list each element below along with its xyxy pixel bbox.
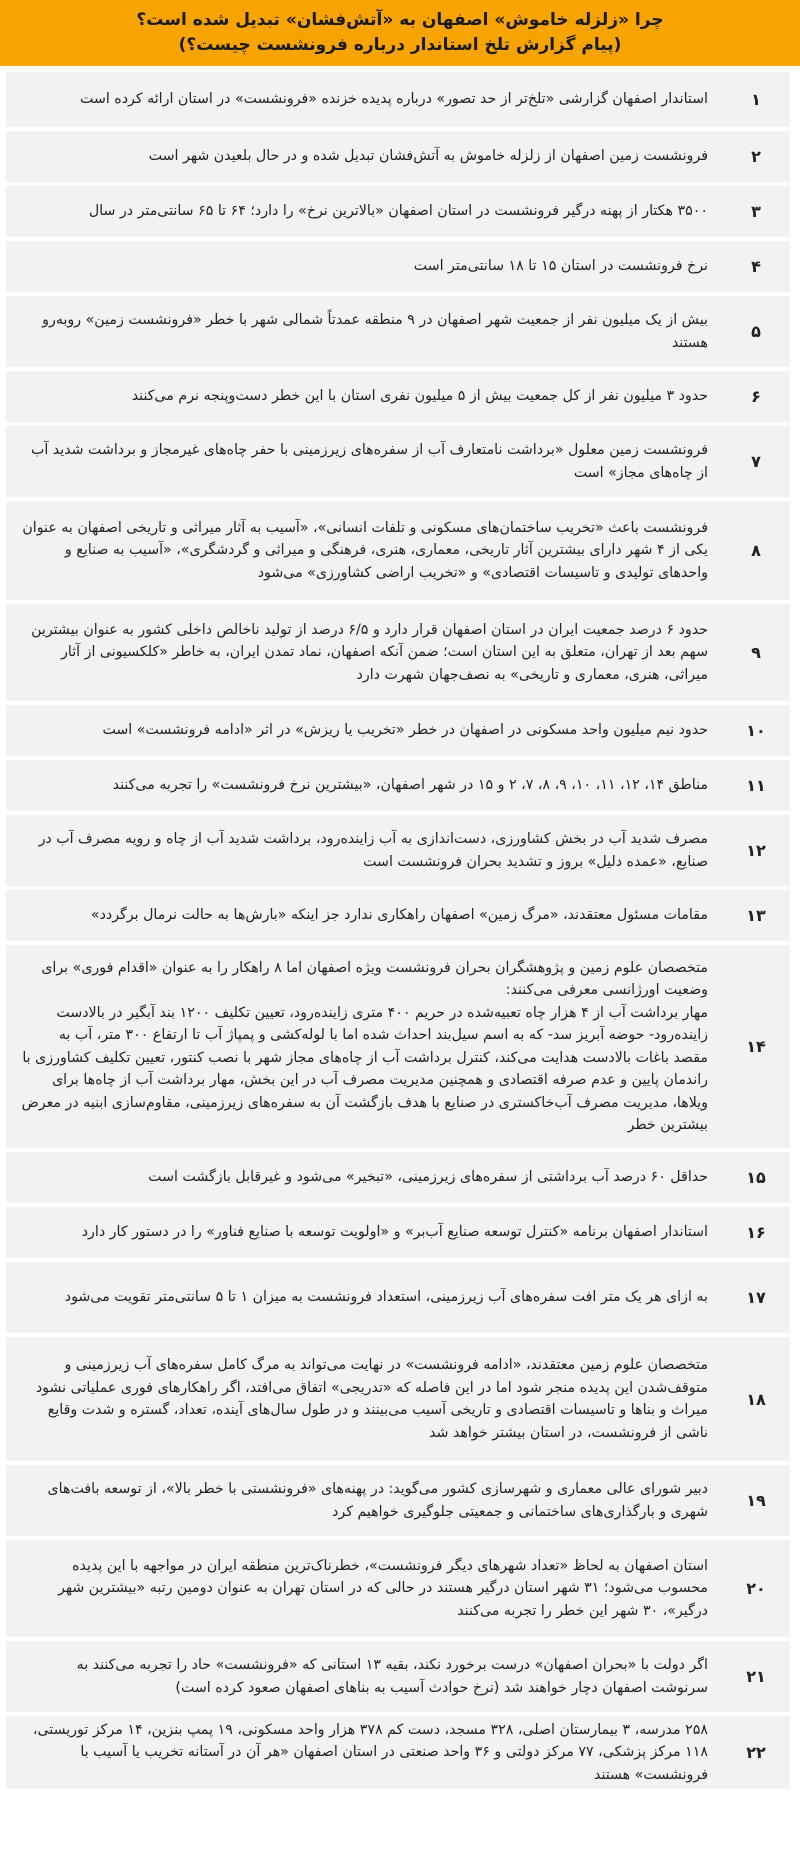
page-title: چرا «زلزله خاموش» اصفهان به «آتش‌فشان» تبدیل شده است؟ (136, 10, 664, 30)
row-number: ۱۷ (722, 1262, 790, 1333)
row-text (6, 1465, 722, 1536)
row-number: ۷ (722, 426, 790, 497)
row-paragraph: دبیر شورای عالی معماری و شهرسازی کشور می‌گوید: در پهنه‌های «فرونشستی با خطر بالا»، از توسعه بافت‌های شهری و بارگذاری‌های ساختمانی و جمعیتی جلوگیری خواهیم کرد (47, 1481, 708, 1520)
row-paragraph: استان اصفهان به لحاظ «تعداد شهرهای دیگر فرونشست»، خطرناک‌ترین منطقه ایران در مواجهه با این پدیده محسوب می‌شود؛ ۳۱ شهر استان درگیر هستند در حالی که در استان تهران به عنوان دومین رتبه «بیشترین شهر درگیر»، ۳۰ شهر این خطر را تجربه می‌کنند (58, 1557, 708, 1619)
row-text (6, 1207, 722, 1258)
row-number: ۲۰ (722, 1540, 790, 1637)
row-number: ۸ (722, 501, 790, 600)
row-paragraph: به ازای هر یک متر افت سفره‌های آب زیرزمینی، استعداد فرونشست به میزان ۱ تا ۵ سانتی‌متر تقویت می‌شود (64, 1289, 708, 1306)
row-text (6, 296, 722, 367)
table-row (6, 501, 794, 600)
row-text (6, 186, 722, 237)
table-row (6, 1262, 794, 1333)
row-text (6, 131, 722, 182)
row-text (6, 241, 722, 292)
table-row (6, 1540, 794, 1637)
row-text (6, 604, 722, 701)
row-number: ۶ (722, 371, 790, 422)
row-number: ۱۳ (722, 890, 790, 941)
table-row (6, 604, 794, 701)
table-row (6, 241, 794, 292)
row-number: ۱۹ (722, 1465, 790, 1536)
row-paragraph: حدود ۶ درصد جمعیت ایران در استان اصفهان قرار دارد و ۶/۵ درصد از تولید ناخالص داخلی کشور به عنوان بیشترین سهم بعد از تهران، متعلق به این استان است؛ ضمن آنکه اصفهان، نماد تمدن ایران، به خاطر «کلکسیونی از آثار میراثی، هنری، معماری و تاریخی» به نصف‌جهان شهرت دارد (31, 621, 708, 683)
row-text (6, 371, 722, 422)
row-text (6, 815, 722, 886)
row-paragraph: مهار برداشت آب از ۴ هزار چاه تعبیه‌شده در حریم ۴۰۰ متری زاینده‌رود، تعیین تکلیف ۱۲۰۰ بند آبگیر در بالادست زاینده‌رود- حوضه آبریز سد- که به اسم سیل‌بند احداث شده اما با لوله‌کشی و پمپاژ آب تا ارتفاع ۳۰۰ متر، آب به مقصد باغات بالادست هدایت می‌کند، کنترل برداشت آب از چاه‌های مجاز شهر با نصب کنتور، تعیین تکلیف کشاورزی با راندمان پایین و عدم صرفه اقتصادی و همچنین مدیریت مصرف آب در این بخش، مهار برداشت آب از چاه‌ها برای ویلاها، مدیریت مصرف آب‌خاکستری در صنایع با هدف بازگشت آن به سفره‌های زیرزمینی، مقاوم‌سازی ابنیه در معرض بیشترین خطر (21, 1004, 708, 1133)
row-paragraph: مصرف شدید آب در بخش کشاورزی، دست‌اندازی به آب زاینده‌رود، برداشت شدید آب از چاه و رویه مصرف آب در صنایع، «عمده دلیل» بروز و تشدید بحران فرونشست است (38, 831, 708, 870)
row-paragraph: متخصصان علوم زمین معتقدند، «ادامه فرونشست» در نهایت می‌تواند به مرگ کامل سفره‌های آب زیرزمینی و متوقف‌شدن این پدیده منجر شود اما در این فاصله که «تدریجی» اتفاق می‌افتد، اگر راهکارهای فوری عملیاتی نشود میراث و بناها و تاسیسات اقتصادی و تاریخی آسیب می‌بینند و در طول سال‌های آینده، تعداد، گستره و شدت وقایع ناشی از فرونشست، در استان بیشتر خواهد شد (35, 1357, 708, 1441)
table-row (6, 890, 794, 941)
row-paragraph: متخصصان علوم زمین و پژوهشگران بحران فرونشست ویژه اصفهان اما ۸ راهکار را به عنوان «اقدام فوری» برای وضعیت اورژانسی معرفی می‌کنند: (41, 959, 708, 998)
row-number: ۱۱ (722, 760, 790, 811)
table-row (6, 426, 794, 497)
table-row (6, 1207, 794, 1258)
row-paragraph: اگر دولت با «بحران اصفهان» درست برخورد نکند، بقیه ۱۳ استانی که «فرونشست» حاد را تجربه می‌کنند به سرنوشت اصفهان دچار خواهند شد (نرخ حوادث آسیب به بناهای اصفهان صعود کرده است) (76, 1657, 708, 1696)
row-text (6, 1641, 722, 1712)
row-paragraph: مناطق ۱۴، ۱۲، ۱۱، ۱۰، ۹، ۸، ۷، ۲ و ۱۵ در شهر اصفهان، «بیشترین نرخ فرونشست» را تجربه می‌کنند (112, 777, 708, 794)
table-row (6, 1641, 794, 1712)
table-row (6, 705, 794, 756)
row-text (6, 1337, 722, 1461)
row-paragraph: فرونشست زمین معلول «برداشت نامتعارف آب از سفره‌های زیرزمینی با حفر چاه‌های غیرمجاز و برداشت شدید آب از چاه‌های مجاز» است (30, 442, 708, 481)
row-text (6, 1540, 722, 1637)
row-number: ۲۲ (722, 1716, 790, 1789)
table-row (6, 1716, 794, 1789)
row-number: ۱۴ (722, 945, 790, 1148)
table-row (6, 1465, 794, 1536)
table-row (6, 186, 794, 237)
row-paragraph: حداقل ۶۰ درصد آب برداشتی از سفره‌های زیرزمینی، «تبخیر» می‌شود و غیرقابل بازگشت است (148, 1169, 708, 1186)
row-number: ۳ (722, 186, 790, 237)
row-paragraph: فرونشست زمین اصفهان از زلزله خاموش به آتش‌فشان تبدیل شده و در حال بلعیدن شهر است (148, 148, 708, 165)
row-text (6, 890, 722, 941)
table-row (6, 760, 794, 811)
row-paragraph: بیش از یک میلیون نفر از جمعیت شهر اصفهان در ۹ منطقه عمدتاً شمالی شهر با خطر «فرونشست زمین» روبه‌رو هستند (42, 312, 708, 351)
table-row (6, 945, 794, 1148)
row-paragraph: ۲۵۸ مدرسه، ۳ بیمارستان اصلی، ۳۲۸ مسجد، دست کم ۳۷۸ هزار واحد مسکونی، ۱۹ پمپ بنزین، ۱۴ مرکز توریستی، ۱۱۸ مرکز پزشکی، ۷۷ مرکز دولتی و ۳۶ واحد صنعتی در استان اصفهان «هر آن در آستانه تخریب یا آسیب با فرونشست» هستند (32, 1721, 708, 1783)
table-row (6, 72, 794, 127)
row-text (6, 1152, 722, 1203)
row-number: ۱۶ (722, 1207, 790, 1258)
table-row (6, 1152, 794, 1203)
table-row (6, 371, 794, 422)
row-number: ۱۸ (722, 1337, 790, 1461)
facts-table (6, 72, 794, 1856)
row-paragraph: نرخ فرونشست در استان ۱۵ تا ۱۸ سانتی‌متر است (413, 258, 708, 275)
table-row (6, 131, 794, 182)
header-banner (0, 0, 800, 66)
row-text (6, 705, 722, 756)
row-number: ۱۵ (722, 1152, 790, 1203)
row-text (6, 72, 722, 127)
row-text (6, 945, 722, 1148)
row-number: ۱۲ (722, 815, 790, 886)
row-text (6, 501, 722, 600)
row-number: ۱۰ (722, 705, 790, 756)
row-paragraph: حدود ۳ میلیون نفر از کل جمعیت بیش از ۵ میلیون نفری استان با این خطر دست‌وپنجه نرم می‌کنند (131, 388, 708, 405)
row-paragraph: فرونشست باعث «تخریب ساختمان‌های مسکونی و تلفات انسانی»، «آسیب به آثار میراثی و تاریخی اصفهان به عنوان یکی از ۴ شهر دارای بیشترین آثار تاریخی، معماری، هنری، فرهنگی و میراثی و گردشگری»، «آسیب به صنایع و واحدهای تولیدی و تاسیسات اقتصادی» و «تخریب اراضی کشاورزی» می‌شود (22, 519, 708, 581)
table-row (6, 1337, 794, 1461)
table-row (6, 296, 794, 367)
row-text (6, 1716, 722, 1789)
row-text (6, 426, 722, 497)
row-text (6, 1262, 722, 1333)
row-paragraph: ۳۵۰۰ هکتار از پهنه درگیر فرونشست در استان اصفهان «بالاترین نرخ» را دارد؛ ۶۴ تا ۶۵ سانتی‌متر در سال (88, 203, 708, 220)
row-text (6, 760, 722, 811)
page-subtitle: (پیام گزارش تلخ استاندار درباره فرونشست چیست؟) (178, 35, 622, 55)
table-row (6, 815, 794, 886)
row-number: ۲ (722, 131, 790, 182)
row-number: ۴ (722, 241, 790, 292)
row-number: ۹ (722, 604, 790, 701)
row-number: ۲۱ (722, 1641, 790, 1712)
row-paragraph: حدود نیم میلیون واحد مسکونی در اصفهان در خطر «تخریب یا ریزش» در اثر «ادامه فرونشست» است (102, 722, 708, 739)
row-paragraph: استاندار اصفهان برنامه «کنترل توسعه صنایع آب‌بر» و «اولویت توسعه با صنایع فناور» را در دستور کار دارد (81, 1224, 708, 1241)
row-paragraph: مقامات مسئول معتقدند، «مرگ زمین» اصفهان راهکاری ندارد جز اینکه «بارش‌ها به حالت نرمال برگردد» (90, 907, 708, 924)
row-number: ۱ (722, 72, 790, 127)
row-paragraph: استاندار اصفهان گزارشی «تلخ‌تر از حد تصور» درباره پدیده خزنده «فرونشست» در استان ارائه کرده است (80, 91, 708, 108)
row-number: ۵ (722, 296, 790, 367)
